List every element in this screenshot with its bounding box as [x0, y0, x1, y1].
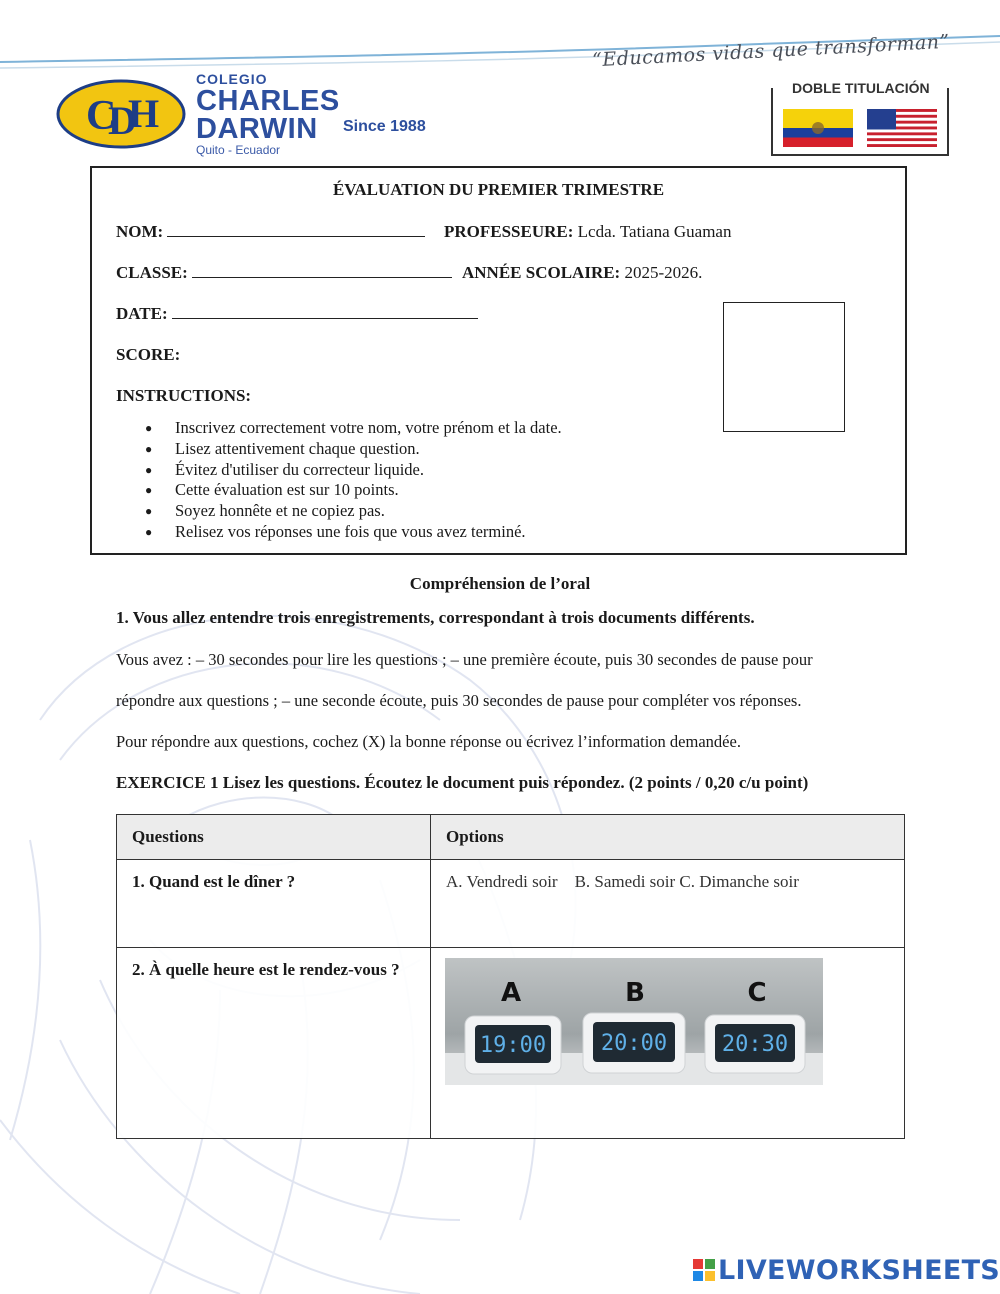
school-logo-emblem	[56, 79, 186, 149]
annee-value: 2025-2026.	[624, 263, 703, 282]
clock-b-time: 20:00	[600, 1031, 668, 1056]
badge-title: DOBLE TITULACIÓN	[786, 80, 936, 96]
annee-label: ANNÉE SCOLAIRE:	[462, 263, 621, 282]
logo-since: Since 1988	[343, 118, 426, 135]
header-questions: Questions	[132, 827, 204, 846]
clock-c-letter: C	[747, 978, 767, 1008]
clock-a-letter: A	[500, 978, 522, 1008]
logo-location: Quito - Ecuador	[196, 143, 281, 157]
instruction-item: ● Soyez honnête et ne copiez pas.	[137, 501, 562, 522]
score-label: SCORE:	[116, 345, 181, 364]
options-1[interactable]: A. Vendredi soir B. Samedi soir C. Dimanche soir	[446, 872, 799, 891]
clock-b-letter: B	[625, 978, 645, 1008]
exercise-table	[116, 814, 905, 1139]
classe-row	[116, 263, 452, 283]
clock-c-time: 20:30	[721, 1032, 789, 1057]
instruction-item: ● Relisez vos réponses une fois que vous avez terminé.	[137, 522, 562, 543]
nom-blank[interactable]	[167, 222, 425, 237]
row-divider	[117, 947, 904, 948]
evaluation-header-box	[90, 166, 907, 555]
usa-flag-icon	[867, 109, 937, 147]
date-blank[interactable]	[172, 304, 478, 319]
professeure-row	[444, 222, 731, 242]
instruction-item: ● Inscrivez correctement votre nom, votre prénom et la date.	[137, 418, 562, 439]
instruction-item: ● Évitez d'utiliser du correcteur liquide.	[137, 460, 562, 481]
instructions-row	[116, 386, 251, 406]
column-divider	[430, 815, 431, 1138]
annee-row	[462, 263, 702, 283]
svg-text:D: D	[108, 98, 137, 143]
logo-darwin: DARWIN	[196, 113, 318, 145]
score-box[interactable]	[723, 302, 845, 432]
nom-row	[116, 222, 425, 242]
score-row	[116, 345, 180, 365]
svg-text:C: C	[86, 93, 117, 139]
svg-text:H: H	[128, 91, 160, 136]
question-2: 2. À quelle heure est le rendez-vous ?	[132, 960, 400, 979]
classe-blank[interactable]	[192, 263, 452, 278]
instructions-label: INSTRUCTIONS:	[116, 386, 252, 405]
instructions-paragraph-2: répondre aux questions ; – une seconde écoute, puis 30 secondes de pause pour compléter vos réponses.	[116, 691, 802, 710]
instructions-list	[137, 418, 562, 543]
instructions-paragraph-1: Vous avez : – 30 secondes pour lire les questions ; – une première écoute, puis 30 secondes de pause pour	[116, 650, 813, 669]
logo-charles: CHARLES	[196, 85, 340, 117]
header-options: Options	[446, 827, 504, 846]
question-heading: 1. Vous allez entendre trois enregistrements, correspondant à trois documents différents.	[116, 608, 755, 627]
school-slogan: “Educamos vidas que transforman”	[591, 30, 951, 72]
evaluation-title: ÉVALUATION DU PREMIER TRIMESTRE	[332, 180, 665, 199]
ecuador-flag-icon	[783, 109, 853, 147]
instructions-paragraph-3: Pour répondre aux questions, cochez (X) la bonne réponse ou écrivez l’information demandée.	[116, 732, 741, 751]
date-row	[116, 304, 478, 324]
table-header	[117, 815, 904, 860]
classe-label: CLASSE:	[116, 263, 188, 282]
clock-a-time: 19:00	[479, 1033, 547, 1058]
question-1: 1. Quand est le dîner ?	[132, 872, 296, 891]
nom-label: NOM:	[116, 222, 164, 241]
instruction-item: ● Lisez attentivement chaque question.	[137, 439, 562, 460]
clocks-image[interactable]	[445, 958, 823, 1085]
liveworksheets-brand[interactable]: LIVEWORKSHEETS	[718, 1255, 1000, 1286]
section-title: Compréhension de l’oral	[409, 574, 591, 593]
exercise-title: EXERCICE 1 Lisez les questions. Écoutez le document puis répondez. (2 points / 0,20 c/u point)	[116, 773, 809, 792]
instruction-item: ● Cette évaluation est sur 10 points.	[137, 480, 562, 501]
liveworksheets-logo-icon	[693, 1259, 715, 1281]
school-logo-text	[196, 72, 340, 157]
logo-colegio: COLEGIO	[196, 71, 268, 87]
professeure-label: PROFESSEURE:	[444, 222, 574, 241]
date-label: DATE:	[116, 304, 168, 323]
professeure-value: Lcda. Tatiana Guaman	[577, 222, 732, 241]
